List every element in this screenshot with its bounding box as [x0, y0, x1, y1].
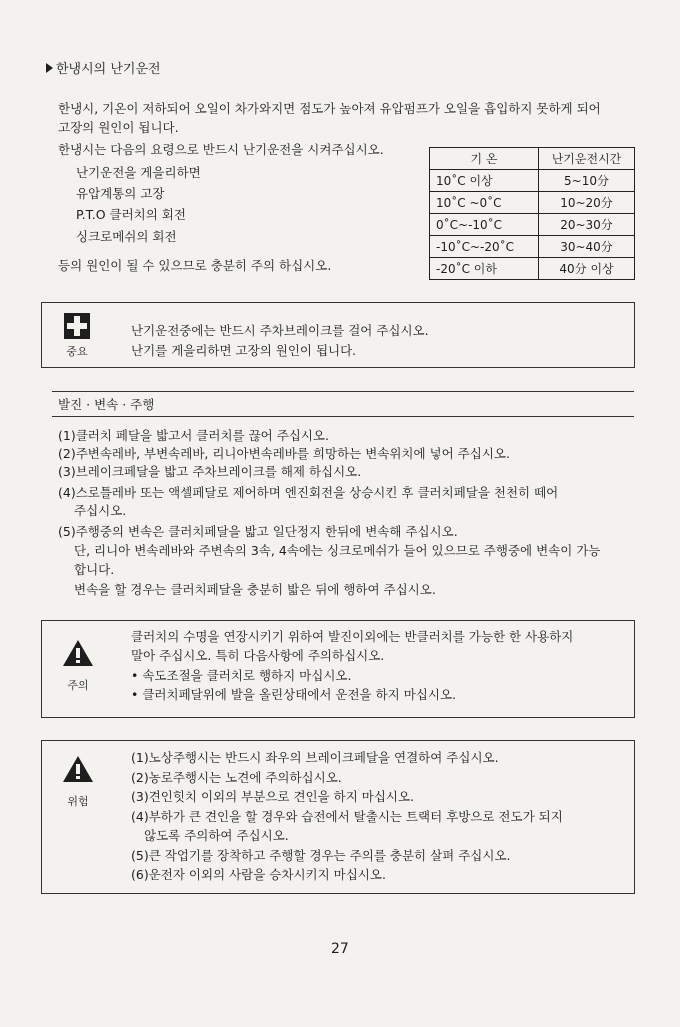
table-cell-duration: 40分 이상	[539, 258, 635, 280]
table-row	[430, 170, 635, 192]
driving-line: 변속을 할 경우는 클러치페달을 충분히 밟은 뒤에 행하여 주십시오.	[74, 582, 436, 597]
important-line: 난기운전중에는 반드시 주차브레이크를 걸어 주십시오.	[131, 323, 429, 338]
table-header-cell: 난기운전시간	[539, 148, 635, 170]
cause-item: P.T.O 클러치의 회전	[76, 207, 186, 222]
danger-line: (3)견인힛치 이외의 부분으로 견인을 하지 마십시오.	[131, 789, 415, 804]
danger-notice-box	[41, 740, 635, 894]
table-cell-temperature: 0˚C~-10˚C	[430, 214, 539, 236]
table-cell-duration: 20~30分	[539, 214, 635, 236]
caution-notice-box	[41, 620, 635, 718]
table-cell-temperature: -20˚C 이하	[430, 258, 539, 280]
caution-line: • 속도조절을 클러치로 행하지 마십시오.	[131, 668, 352, 683]
driving-line: 합니다.	[74, 562, 115, 577]
cold-start-para-line: 고장의 원인이 됩니다.	[58, 120, 179, 135]
danger-line: 않도록 주의하여 주십시오.	[144, 828, 289, 843]
danger-line: (1)노상주행시는 반드시 좌우의 브레이크페달을 연결하여 주십시오.	[131, 750, 499, 765]
cold-start-para-line: 한냉시, 기온이 저하되어 오일이 차가와지면 점도가 높아져 유압펌프가 오일을 흡입하지 못하게 되어	[58, 101, 601, 116]
driving-line: (1)클러치 페달을 밟고서 클러치를 끊어 주십시오.	[58, 428, 329, 443]
section-title-cold-start: 한냉시의 난기운전	[46, 62, 161, 78]
table-cell-temperature: 10˚C ~0˚C	[430, 192, 539, 214]
warning-triangle-icon	[62, 639, 94, 667]
table-cell-temperature: -10˚C~-20˚C	[430, 236, 539, 258]
cold-start-para-line: 한냉시는 다음의 요령으로 반드시 난기운전을 시켜주십시오.	[58, 142, 384, 157]
caution-line: • 클러치페달위에 발을 올린상태에서 운전을 하지 마십시오.	[131, 687, 456, 702]
first-aid-cross-icon	[64, 313, 90, 339]
table-cell-temperature: 10˚C 이상	[430, 170, 539, 192]
driving-line: (3)브레이크페달을 밟고 주차브레이크를 해제 하십시오.	[58, 464, 362, 479]
driving-line: (2)주변속레바, 부변속레바, 리니아변속레바를 희망하는 변속위치에 넣어 주십시오.	[58, 446, 510, 461]
important-line: 난기를 게을리하면 고장의 원인이 됩니다.	[131, 343, 357, 358]
divider	[52, 391, 634, 392]
caution-line: 말아 주십시오. 특히 다음사항에 주의하십시오.	[131, 648, 385, 663]
caution-line: 클러치의 수명을 연장시키기 위하여 발진이외에는 반클러치를 가능한 한 사용하지	[131, 629, 574, 644]
danger-line: (4)부하가 큰 견인을 할 경우와 습전에서 탈출시는 트랙터 후방으로 전도가 되지	[131, 809, 563, 824]
driving-line: (5)주행중의 변속은 클러치페달을 밟고 일단정지 한뒤에 변속해 주십시오.	[58, 524, 458, 539]
caution-label: 주의	[67, 679, 89, 692]
warmup-time-table	[429, 147, 635, 280]
danger-triangle-icon	[62, 755, 94, 783]
table-cell-duration: 5~10分	[539, 170, 635, 192]
table-row	[430, 258, 635, 280]
table-cell-duration: 30~40分	[539, 236, 635, 258]
danger-line: (2)농로주행시는 노견에 주의하십시오.	[131, 770, 342, 785]
important-notice-box	[41, 302, 635, 368]
cause-item: 싱크로메쉬의 회전	[76, 229, 177, 244]
danger-line: (6)운전자 이외의 사람을 승차시키지 마십시오.	[131, 867, 386, 882]
driving-line: 주십시오.	[74, 503, 127, 518]
triangle-bullet-icon	[46, 63, 53, 73]
divider	[52, 416, 634, 417]
important-label: 중요	[66, 345, 88, 358]
table-row	[430, 214, 635, 236]
driving-line: 단, 리니아 변속레바와 주변속의 3속, 4속에는 싱크로메쉬가 들어 있으므로 주행중에 변속이 가능	[74, 543, 601, 558]
danger-line: (5)큰 작업기를 장착하고 주행할 경우는 주의를 충분히 살펴 주십시오.	[131, 848, 511, 863]
table-header-row	[430, 148, 635, 170]
table-cell-duration: 10~20分	[539, 192, 635, 214]
cause-item: 난기운전을 게을리하면	[76, 165, 201, 180]
cold-start-closing: 등의 원인이 될 수 있으므로 충분히 주의 하십시오.	[58, 258, 332, 273]
cause-item: 유압계통의 고장	[76, 186, 165, 201]
table-header-cell: 기 온	[430, 148, 539, 170]
table-row	[430, 192, 635, 214]
section-title-driving: 발진 · 변속 · 주행	[58, 397, 155, 412]
driving-line: (4)스로틀레바 또는 액셀페달로 제어하며 엔진회전을 상승시킨 후 클러치페달을 천천히 떼어	[58, 485, 559, 500]
danger-label: 위험	[67, 795, 89, 808]
table-row	[430, 236, 635, 258]
page-number: 27	[331, 941, 349, 957]
